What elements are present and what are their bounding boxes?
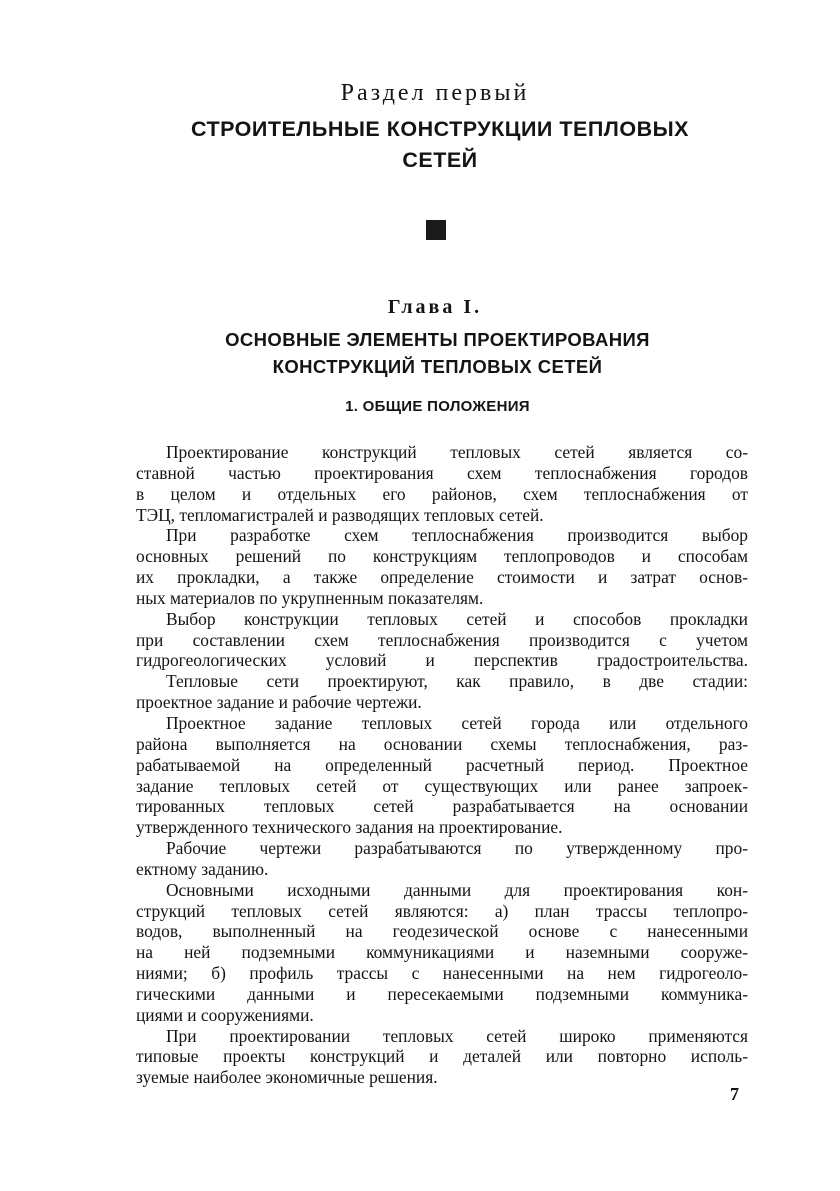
body-line: Основными исходными данными для проектирования кон- [166, 879, 748, 900]
body-line: водов, выполненный на геодезической основе с нанесенными [136, 921, 748, 942]
body-line: струкций тепловых сетей являются: а) план трассы теплопро- [136, 900, 748, 921]
body-line: При разработке схем теплоснабжения производится выбор [166, 525, 748, 546]
body-line: гидрогеологических условий и перспектив градостроительства. [136, 650, 748, 671]
body-line: тированных тепловых сетей разрабатывается на основании [136, 796, 748, 817]
body-line: При проектировании тепловых сетей широко применяются [166, 1025, 748, 1046]
body-line: на ней подземными коммуникациями и наземными сооруже- [136, 942, 748, 963]
body-line: ных материалов по укрупненным показателям. [136, 587, 484, 608]
section-title-line: СЕТЕЙ [402, 148, 478, 172]
body-line: циями и сооружениями. [136, 1004, 314, 1025]
chapter-title-line: ОСНОВНЫЕ ЭЛЕМЕНТЫ ПРОЕКТИРОВАНИЯ [225, 329, 650, 350]
ornament-square [426, 220, 446, 240]
body-line: Выбор конструкции тепловых сетей и способов прокладки [166, 608, 748, 629]
body-line: их прокладки, а также определение стоимости и затрат основ- [136, 567, 748, 588]
body-line: типовые проекты конструкций и деталей или повторно исполь- [136, 1046, 748, 1067]
body-line: при составлении схем теплоснабжения производится с учетом [136, 629, 748, 650]
body-line: ТЭЦ, тепломагистралей и разводящих тепловых сетей. [136, 504, 544, 525]
body-line: основных решений по конструкциям теплопроводов и способам [136, 546, 748, 567]
body-line: рабатываемой на определенный расчетный период. Проектное [136, 754, 748, 775]
body-text [136, 442, 748, 1088]
page-number: 7 [730, 1084, 739, 1104]
section-title-line: СТРОИТЕЛЬНЫЕ КОНСТРУКЦИИ ТЕПЛОВЫХ [190, 117, 690, 141]
body-line: Проектное задание тепловых сетей города или отдельного [166, 712, 748, 733]
body-line: Рабочие чертежи разрабатываются по утвержденному про- [166, 838, 748, 859]
body-line: зуемые наиболее экономичные решения. [136, 1067, 438, 1088]
body-line: в целом и отдельных его районов, схем теплоснабжения от [136, 483, 748, 504]
subsection-title: 1. ОБЩИЕ ПОЛОЖЕНИЯ [345, 398, 530, 415]
body-line: района выполняется на основании схемы теплоснабжения, раз- [136, 733, 748, 754]
body-line: проектное задание и рабочие чертежи. [136, 692, 422, 713]
body-line: ниями; б) профиль трассы с нанесенными на нем гидрогеоло- [136, 963, 748, 984]
body-line: ектному заданию. [136, 858, 269, 879]
section-title [0, 114, 840, 176]
body-line: Тепловые сети проектируют, как правило, в две стадии: [166, 671, 748, 692]
body-line: ставной частью проектирования схем теплоснабжения городов [136, 462, 748, 483]
body-line: задание тепловых сетей от существующих или ранее запроек- [136, 775, 748, 796]
section-label: Раздел первый [340, 80, 530, 106]
body-line: Проектирование конструкций тепловых сетей является со- [166, 442, 748, 462]
chapter-label: Глава I. [387, 296, 483, 318]
body-line: гическими данными и пересекаемыми подземными коммуника- [136, 983, 748, 1004]
chapter-title [0, 326, 840, 380]
chapter-title-line: КОНСТРУКЦИЙ ТЕПЛОВЫХ СЕТЕЙ [272, 356, 603, 377]
body-line: утвержденного технического задания на проектирование. [136, 817, 563, 838]
